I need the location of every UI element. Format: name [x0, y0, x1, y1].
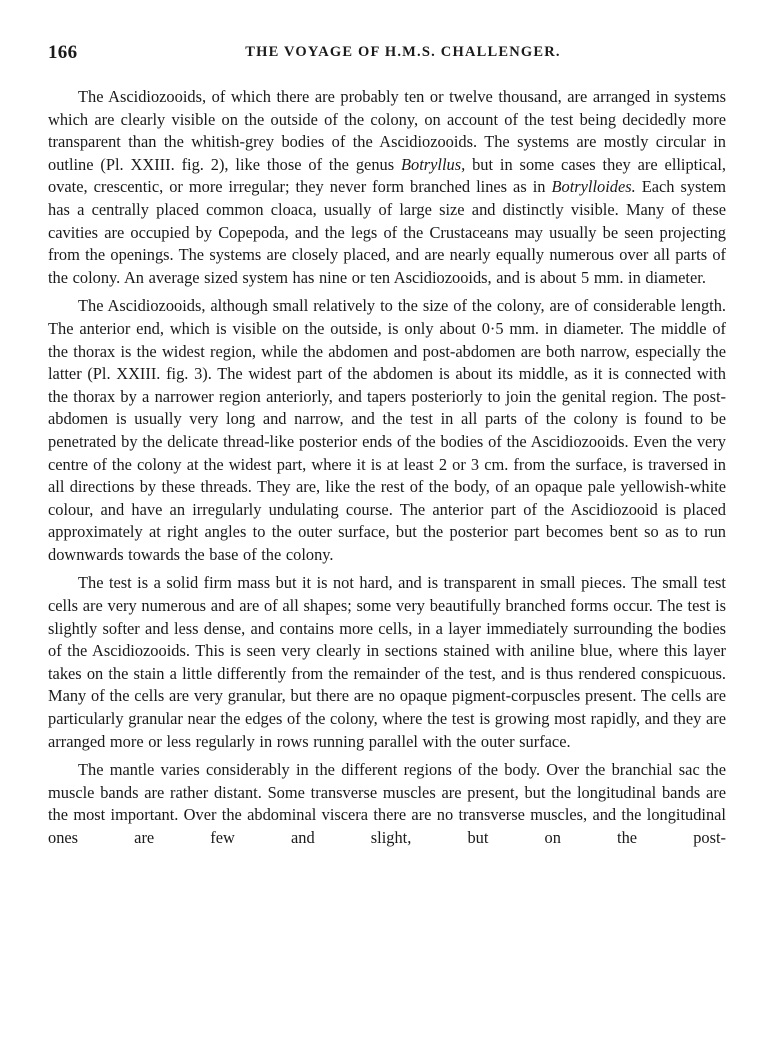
running-head: [48, 42, 728, 66]
text-run: The test is a solid firm mass but it is not hard, and is transparent in small pieces. The small test cells are very numerous and are of all shapes; some very beautifully branched forms occur. The test is slightly softer and less dense, and contains more cells, in a layer immediately surrounding the bodies of the Ascidiozooids. This is seen very clearly in sections stained with aniline blue, where this layer takes on the stain a little differently from the remainder of the test, and is thus rendered conspicuous. Many of the cells are very granular, but there are no opaque pigment-corpuscles present. The cells are particularly granular near the edges of the colony, where the test is growing most rapidly, and they are arranged more or less regularly in rows running parallel with the outer surface.: [48, 573, 726, 751]
paragraph: [48, 572, 726, 753]
paragraph: [48, 295, 726, 566]
text-run: Each system has a centrally placed common cloaca, usually of large size and distinctly visible. Many of these cavities are occupied by Copepoda, and the legs of the Crustaceans may usually be seen projecting from the openings. The systems are closely placed, and are nearly equally numerous over all parts of the colony. An average sized system has nine or ten Ascidiozooids, and is about 5 mm. in diameter.: [48, 177, 727, 287]
text-run: The Ascidiozooids, although small relatively to the size of the colony, are of considerable length. The anterior end, which is visible on the outside, is only about 0·5 mm. in diameter. The middle of the thorax is the widest region, while the abdomen and post-abdomen are both narrow, especially the latter (Pl. XXIII. fig. 3). The widest part of the abdomen is about its middle, as it is connected with the thorax by a narrower region anteriorly, and tapers posteriorly to join the genital region. The post-abdomen is usually very long and narrow, and the test in all parts of the colony is found to be penetrated by the delicate thread-like posterior ends of the bodies of the Ascidiozooids. Even the very centre of the colony at the widest part, where it is at least 2 or 3 cm. from the surface, is traversed in all directions by these threads. They are, like the rest of the body, of an opaque pale yellowish-white colour, and have an irregularly undulating course. The anterior part of the Ascidiozooid is placed approximately at right angles to the outer surface, but the posterior part becomes bent so as to run downwards towards the base of the colony.: [48, 296, 726, 564]
text-run: The mantle varies considerably in the different regions of the body. Over the branchial sac the muscle bands are rather distant. Some transverse muscles are present, but the longitudinal bands are the most important. Over the abdominal viscera there are no transverse muscles, and the longitudinal ones are few and slight, but on the post-: [48, 760, 726, 847]
body-text: [48, 86, 726, 856]
running-title: THE VOYAGE OF H.M.S. CHALLENGER.: [245, 44, 561, 60]
paragraph: [48, 86, 726, 289]
paragraph: [48, 759, 726, 849]
page-number: 166: [48, 42, 78, 63]
text-run: but in some cases they are elliptical, ovate, crescentic, or more irregular; they never form branched lines as in: [48, 154, 726, 197]
text-run: The Ascidiozooids, of which there are probably ten or twelve thousand, are arranged in systems which are clearly visible on the outside of the colony, on account of the test being decidedly more transparent than the whitish-grey bodies of the Ascidiozooids. The systems are mostly circular in outline (Pl. XXIII. fig. 2), like those of the genus: [48, 87, 726, 174]
taxon-name: Botrylloides.: [551, 177, 636, 197]
taxon-name: Botryllus,: [400, 154, 466, 174]
